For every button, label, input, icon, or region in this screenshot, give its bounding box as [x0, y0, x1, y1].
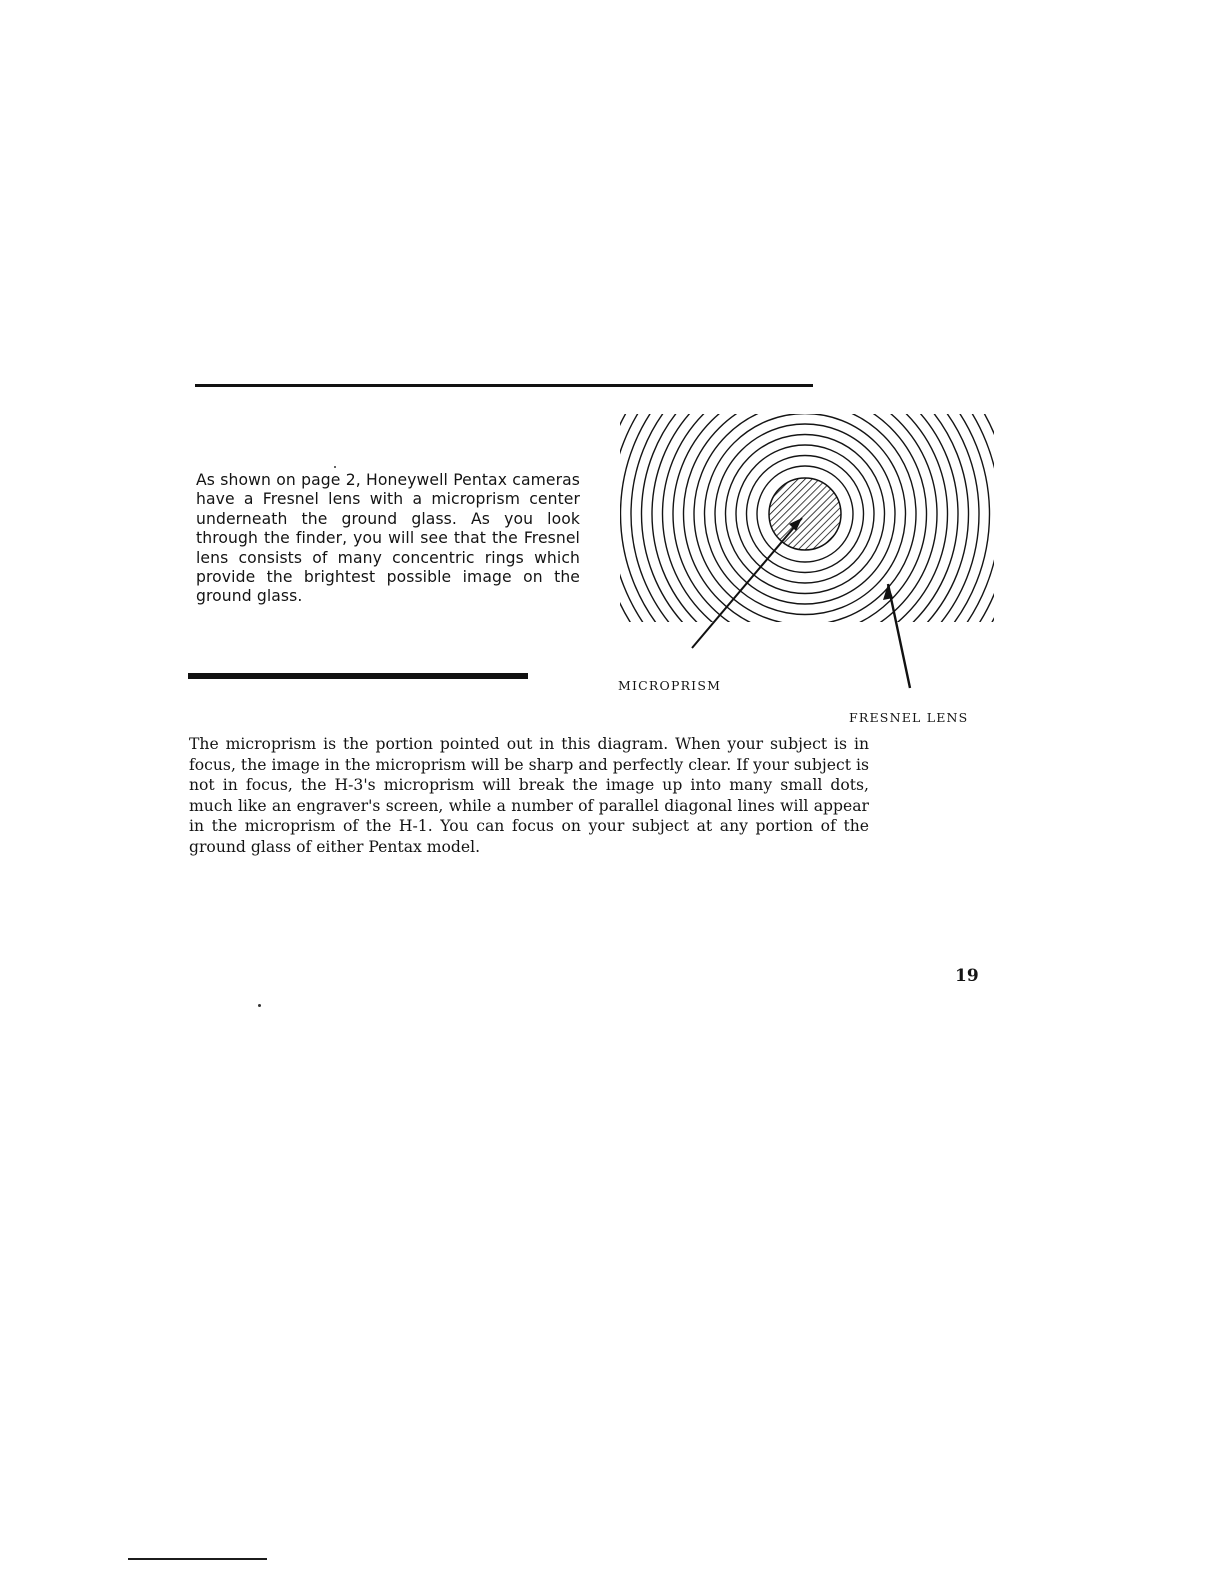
- fresnel-lens-label: FRESNEL LENS: [849, 710, 969, 725]
- page-number: 19: [955, 966, 979, 986]
- body-paragraph: The microprism is the portion pointed out in this diagram. When your subject is in focus, the image in the microprism will be sharp and perfectly clear. If your subject is not in focus, the H-3's microprism will break the image up into many small dots, much like an engraver's screen, while a number of parallel diagonal lines will appear in the microprism of the H-1. You can focus on your subject at any portion of the ground glass of either Pentax model.: [189, 735, 869, 856]
- footer-rule: [128, 1558, 267, 1560]
- paper-speck: [258, 1004, 261, 1007]
- paper-speck: [334, 466, 336, 468]
- fresnel-ring: [612, 410, 1002, 700]
- microprism-center: [769, 478, 841, 550]
- fresnel-ring: [612, 410, 1002, 700]
- fresnel-lens-diagram: [612, 410, 1002, 700]
- fresnel-pointer: [888, 584, 910, 688]
- fresnel-rings: [612, 410, 1002, 700]
- microprism-label: MICROPRISM: [618, 678, 722, 693]
- microprism-pointer: [692, 518, 802, 648]
- intro-paragraph: As shown on page 2, Honeywell Pentax cameras have a Fresnel lens with a microprism center underneath the ground glass. As you look through the finder, you will see that the Fresnel lens consists of many concentric rings which provide the brightest possible image on the ground glass.: [196, 471, 580, 606]
- top-rule: [195, 384, 813, 387]
- section-rule: [188, 673, 528, 679]
